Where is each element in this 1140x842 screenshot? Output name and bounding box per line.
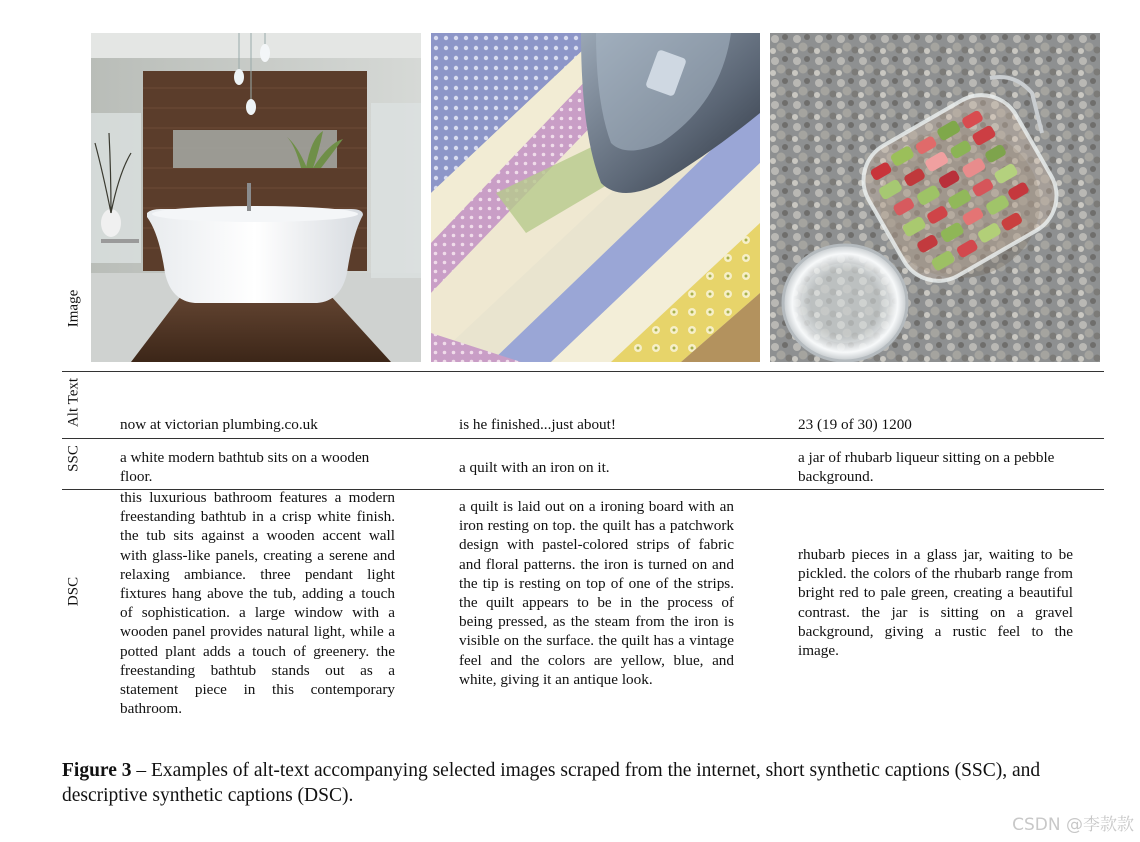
ssc-cell-2: a quilt with an iron on it. [459,459,610,476]
rule-after-alt-text [62,438,1104,439]
alt-text-cell-3: 23 (19 of 30) 1200 [798,416,912,433]
dsc-cell-2: a quilt is laid out on a ironing board with an iron resting on top. the quilt has a patchwork design with pastel-colored strips of fabric and floral patterns. the iron is turned on and the tip is resting on top of one of the strips. the quilt appears to be in the process of being pressed, as the steam from the iron is visible on the surface. the quilt has a vintage feel and the colors are yellow, blue, and white, giving it an antique look. [459,498,734,688]
alt-text-cell-1: now at victorian plumbing.co.uk [120,416,318,433]
dsc-cell-3: rhubarb pieces in a glass jar, waiting to be pickled. the colors of the rhubarb range from bright red to pale green, creating a beautiful contrast. the jar is sitting on a gravel background, giving a rustic feel to the image. [798,546,1073,660]
quilt-iron-photo [431,33,760,362]
watermark: CSDN @李款款 [1012,815,1134,835]
figure-caption-label: Figure 3 [62,760,132,781]
rhubarb-jar-photo [770,33,1100,362]
ssc-cell-3: a jar of rhubarb liqueur sitting on a pebble background. [798,449,1055,486]
row-label-ssc: SSC [65,445,82,472]
row-label-dsc: DSC [65,576,82,607]
rule-after-images [62,371,1104,372]
figure-caption-text: – Examples of alt-text accompanying selected images scraped from the internet, short synthetic captions (SSC), and descriptive synthetic captions (DSC). [62,760,1041,806]
row-label-image: Image [65,289,82,328]
figure-caption [62,758,1102,808]
row-label-alt-text: Alt Text [65,377,82,428]
alt-text-cell-2: is he finished...just about! [459,416,616,433]
bathroom-photo [91,33,421,362]
dsc-cell-1: this luxurious bathroom features a modern freestanding bathtub in a crisp white finish. the tub sits against a wooden accent wall with glass-like panels, creating a serene and relaxing ambiance. three pendant light fixtures hang above the tub, adding a touch of sophistication. a large window with a wooden panel provides natural light, while a potted plant adds a touch of greenery. the freestanding bathtub stands out as a statement piece in this contemporary bathroom. [120,489,395,718]
ssc-cell-1: a white modern bathtub sits on a wooden floor. [120,449,370,486]
